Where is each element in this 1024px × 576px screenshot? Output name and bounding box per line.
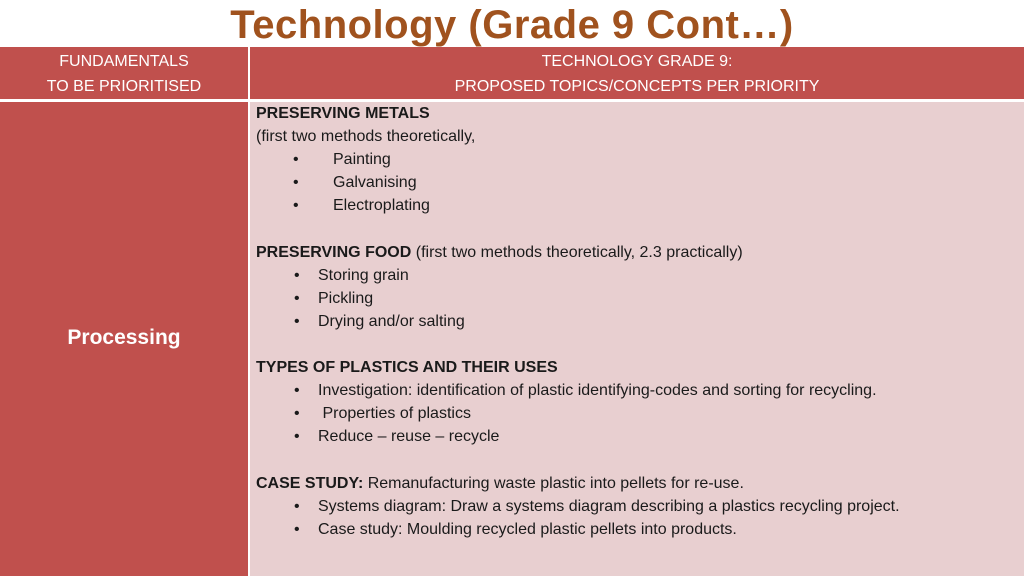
list-item xyxy=(256,287,1016,310)
plastics-item: Properties of plastics xyxy=(318,405,471,423)
bullet-icon: • xyxy=(294,428,300,446)
case-note: Remanufacturing waste plastic into pellets for re-use. xyxy=(363,474,744,492)
food-item: Pickling xyxy=(318,289,374,307)
topics-table xyxy=(0,47,1024,576)
list-item xyxy=(256,402,1016,425)
bullet-icon: • xyxy=(294,382,300,400)
list-item xyxy=(256,518,1016,541)
list-item xyxy=(256,148,1016,171)
fundamental-label: Processing xyxy=(67,326,181,349)
bullet-icon: • xyxy=(294,520,300,538)
bullet-icon: • xyxy=(294,312,300,330)
topics-cell xyxy=(250,102,1024,576)
header-topics-line1: TECHNOLOGY GRADE 9: xyxy=(541,53,733,70)
metals-item: Painting xyxy=(333,151,391,169)
bullet-icon: • xyxy=(293,151,299,169)
list-item xyxy=(256,264,1016,287)
plastics-heading: TYPES OF PLASTICS AND THEIR USES xyxy=(256,359,558,377)
bullet-icon: • xyxy=(293,197,299,215)
list-item xyxy=(256,310,1016,333)
bullet-icon: • xyxy=(294,266,300,284)
list-item xyxy=(256,171,1016,194)
topics-content xyxy=(256,102,1016,541)
list-item xyxy=(256,495,1016,518)
food-note: (first two methods theoretically, 2.3 practically) xyxy=(411,243,743,261)
food-item: Drying and/or salting xyxy=(318,312,465,330)
bullet-icon: • xyxy=(293,174,299,192)
case-item: Systems diagram: Draw a systems diagram describing a plastics recycling project. xyxy=(318,497,900,515)
bullet-icon: • xyxy=(294,289,300,307)
plastics-item: Reduce – reuse – recycle xyxy=(318,428,500,446)
list-item xyxy=(256,379,1016,402)
header-topics xyxy=(250,47,1024,99)
metals-item: Galvanising xyxy=(333,174,417,192)
header-fundamentals xyxy=(0,47,248,99)
case-item: Case study: Moulding recycled plastic pellets into products. xyxy=(318,520,737,538)
header-fundamentals-line1: FUNDAMENTALS xyxy=(59,53,189,70)
plastics-item: Investigation: identification of plastic identifying-codes and sorting for recycling. xyxy=(318,382,877,400)
metals-note: (first two methods theoretically, xyxy=(256,128,476,146)
list-item xyxy=(256,194,1016,217)
page-title: Technology (Grade 9 Cont…) xyxy=(230,3,794,47)
metals-item: Electroplating xyxy=(333,197,430,215)
food-item: Storing grain xyxy=(318,266,409,284)
bullet-icon: • xyxy=(294,497,300,515)
fundamental-cell xyxy=(0,102,248,576)
case-heading: CASE STUDY: xyxy=(256,474,364,492)
header-topics-line2: PROPOSED TOPICS/CONCEPTS PER PRIORITY xyxy=(454,78,820,95)
food-heading: PRESERVING FOOD xyxy=(256,243,412,261)
column-divider xyxy=(248,47,250,576)
metals-heading: PRESERVING METALS xyxy=(256,105,430,122)
bullet-icon: • xyxy=(294,405,300,423)
list-item xyxy=(256,425,1016,448)
header-fundamentals-line2: TO BE PRIORITISED xyxy=(46,78,202,95)
